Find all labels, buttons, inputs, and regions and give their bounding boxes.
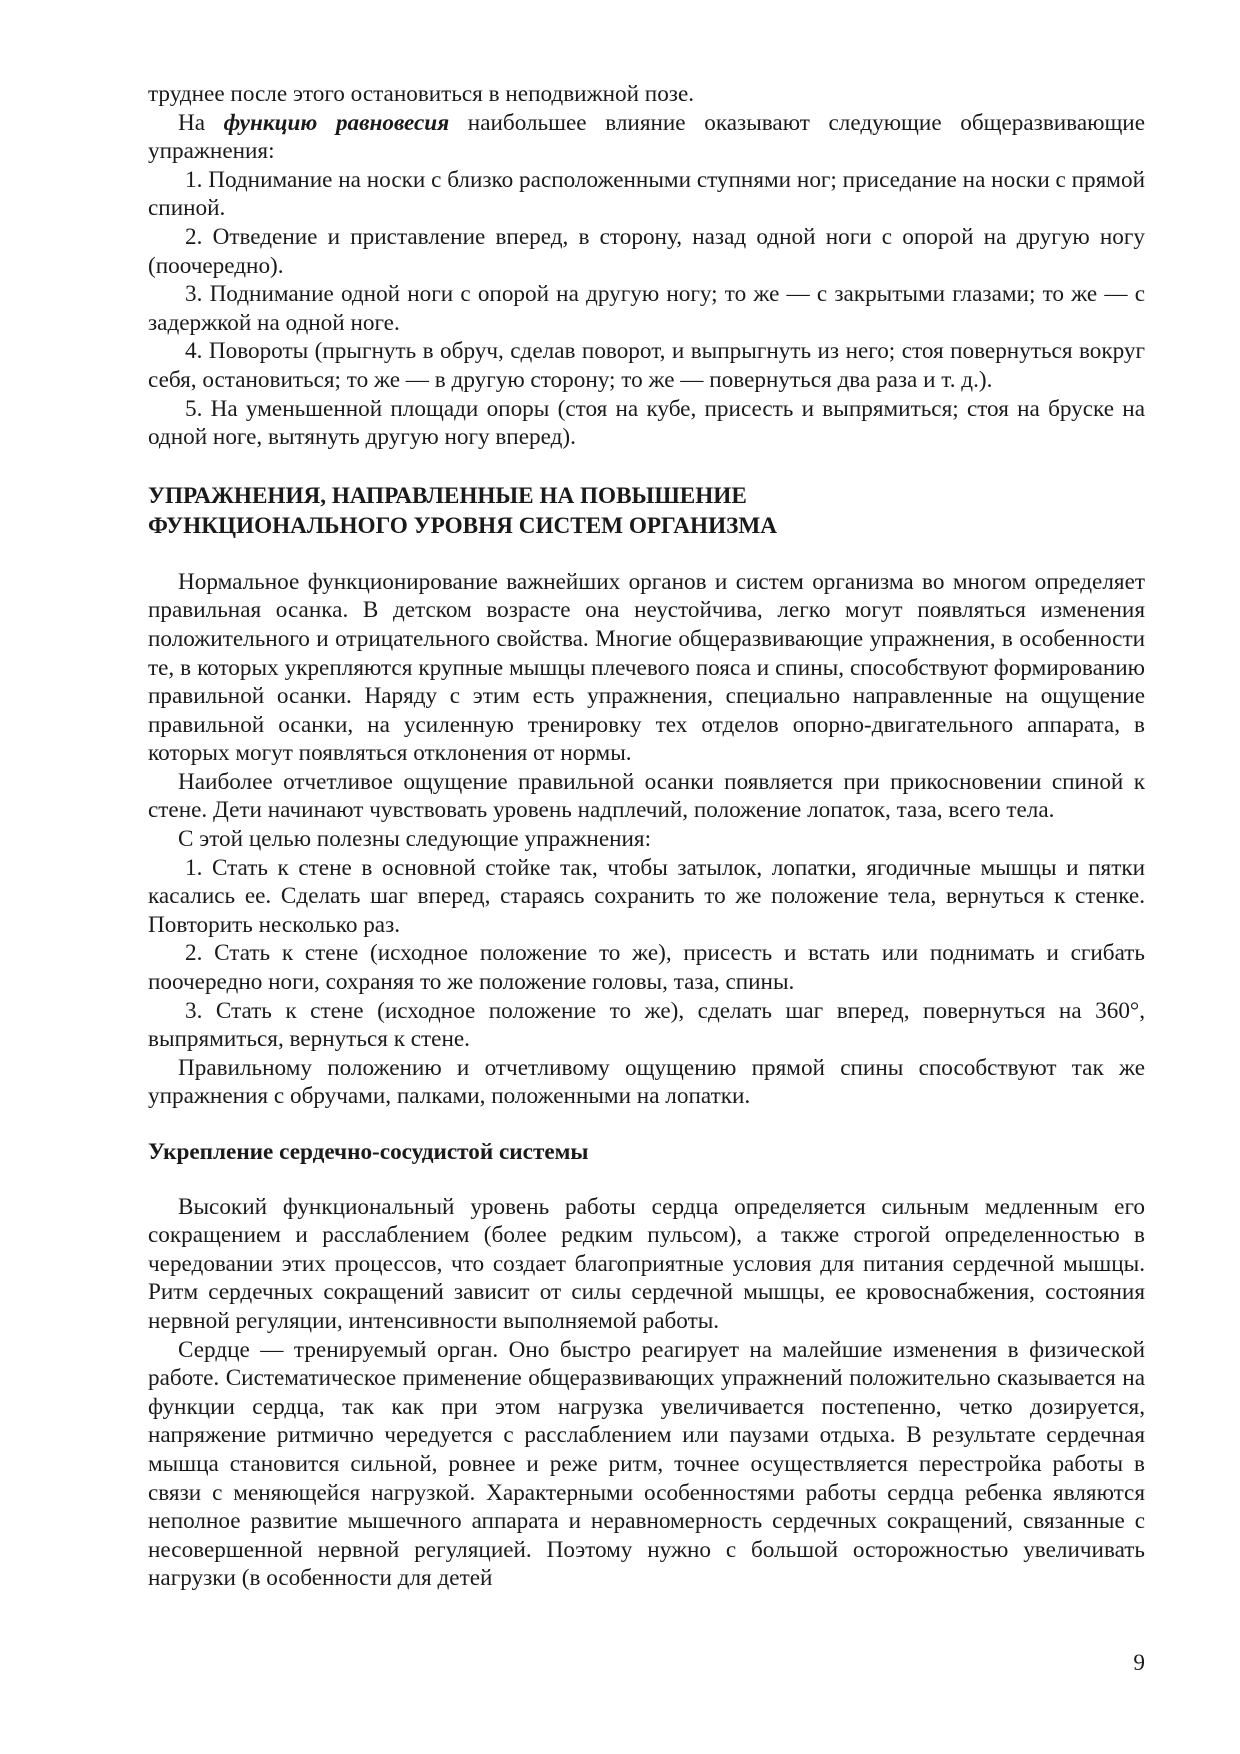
document-page: [148, 80, 1145, 1593]
text-run: На: [178, 109, 224, 136]
emphasis-balance-function: функцию равновесия: [223, 109, 450, 136]
paragraph-balance-intro: [148, 109, 1145, 166]
list-item: 1. Поднимание на носки с близко расположенными ступнями ног; приседание на носки с прямой спиной.: [148, 166, 1145, 222]
paragraph: Правильному положению и отчетливому ощущению прямой спины способствуют так же упражнения с обручами, палками, положенными на лопатки.: [148, 1054, 1145, 1110]
list-item: 1. Стать к стене в основной стойке так, чтобы затылок, лопатки, ягодичные мышцы и пятки касались ее. Сделать шаг вперед, стараясь сохранить то же положение тела, вернуться к стенке. Повторить несколько раз.: [148, 854, 1145, 938]
section-heading: [148, 481, 1145, 541]
text-run: наибольшее влияние оказывают следующие общеразвивающие упражнения:: [148, 109, 1145, 165]
list-item: 3. Стать к стене (исходное положение то же), сделать шаг вперед, повернуться на 360°, выпрямиться, вернуться к стене.: [148, 997, 1145, 1053]
paragraph-continuation: труднее после этого остановиться в неподвижной позе.: [148, 81, 695, 107]
paragraph: Наиболее отчетливое ощущение правильной осанки появляется при прикосновении спиной к стене. Дети начинают чувствовать уровень надплечий, положение лопаток, таза, всего тела.: [148, 768, 1145, 824]
paragraph: Нормальное функционирование важнейших органов и систем организма во многом определяет правильная осанка. В детском возрасте она неустойчива, легко могут появляться изменения положительного и отрицательного свойства. Многие общеразвивающие упражнения, в особенности те, в которых укрепляются крупные мышцы плечевого пояса и спины, способствуют формированию правильной осанки. Наряду с этим есть упражнения, специально направленные на ощущение правильной осанки, на усиленную тренировку тех отделов опорно-двигательного аппарата, в которых могут появляться отклонения от нормы.: [148, 568, 1145, 767]
paragraph: С этой целью полезны следующие упражнения:: [178, 826, 652, 853]
paragraph: Высокий функциональный уровень работы сердца определяется сильным медленным его сокращением и расслаблением (более редким пульсом), а также строгой определенностью в чередовании этих процессов, что создает благоприятные условия для питания сердечной мышцы. Ритм сердечных сокращений зависит от силы сердечной мышцы, ее кровоснабжения, состояния нервной регуляции, интенсивности выполняемой работы.: [148, 1193, 1145, 1334]
page-number: 9: [1133, 1650, 1145, 1676]
list-item: 2. Стать к стене (исходное положение то же), присесть и встать или поднимать и сгибать поочередно ноги, сохраняя то же положение головы, таза, спины.: [148, 940, 1145, 996]
subsection-heading: Укрепление сердечно-сосудистой системы: [148, 1139, 589, 1165]
list-item: 4. Повороты (прыгнуть в обруч, сделав поворот, и выпрыгнуть из него; стоя повернуться вокруг себя, остановиться; то же — в другую сторону; то же — повернуться два раза и т. д.).: [148, 338, 1145, 393]
section-heading-line2: ФУНКЦИОНАЛЬНОГО УРОВНЯ СИСТЕМ ОРГАНИЗМА: [148, 512, 777, 539]
section-heading-line1: УПРАЖНЕНИЯ, НАПРАВЛЕННЫЕ НА ПОВЫШЕНИЕ: [148, 482, 747, 509]
list-item: 3. Поднимание одной ноги с опорой на другую ногу; то же — с закрытыми глазами; то же — с задержкой на одной ноге.: [148, 281, 1145, 336]
list-item: 2. Отведение и приставление вперед, в сторону, назад одной ноги с опорой на другую ногу (поочередно).: [148, 223, 1145, 279]
list-item: 5. На уменьшенной площади опоры (стоя на кубе, присесть и выпрямиться; стоя на бруске на одной ноге, вытянуть другую ногу вперед).: [148, 395, 1145, 451]
paragraph: Сердце — тренируемый орган. Оно быстро реагирует на малейшие изменения в физической работе. Систематическое применение общеразвивающих упражнений положительно сказывается на функции сердца, так как при этом нагрузка увеличивается постепенно, четко дозируется, напряжение ритмично чередуется с расслаблением или паузами отдыха. В результате сердечная мышца становится сильной, ровнее и реже ритм, точнее осуществляется перестройка работы в связи с меняющейся нагрузкой. Характерными особенностями работы сердца ребенка являются неполное развитие мышечного аппарата и неравномерность сердечных сокращений, связанные с несовершенной нервной регуляцией. Поэтому нужно с большой осторожностью увеличивать нагрузки (в особенности для детей: [148, 1336, 1145, 1592]
